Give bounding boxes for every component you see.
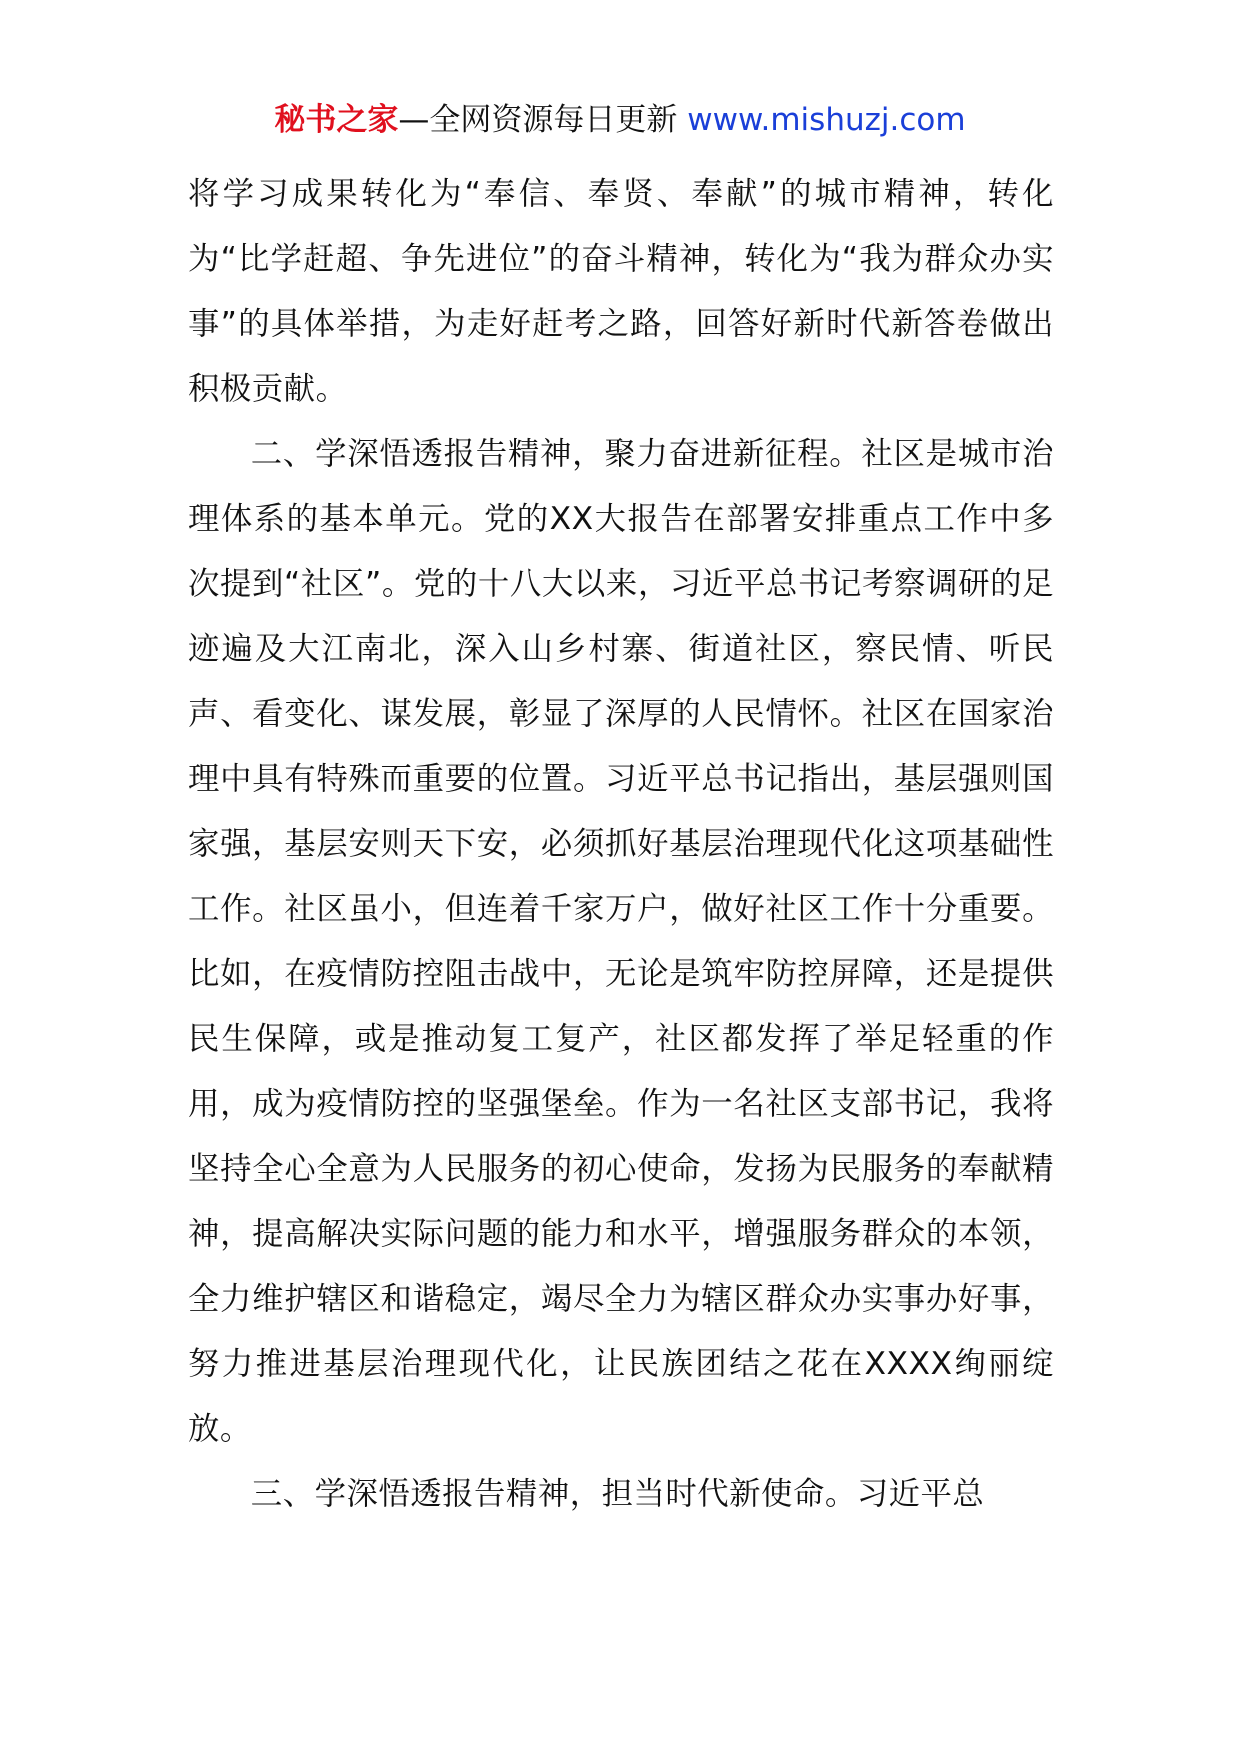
header-url-link[interactable]: www.mishuzj.com: [687, 102, 966, 138]
paragraph-2: 二、学深悟透报告精神，聚力奋进新征程。社区是城市治理体系的基本单元。党的XX大报告在部署安排重点工作中多次提到“社区”。党的十八大以来，习近平总书记考察调研的足迹遍及大江南北，深入山乡村寨、街道社区，察民情、听民声、看变化、谋发展，彰显了深厚的人民情怀。社区在国家治理中具有特殊而重要的位置。习近平总书记指出，基层强则国家强，基层安则天下安，必须抓好基层治理现代化这项基础性工作。社区虽小，但连着千家万户，做好社区工作十分重要。比如，在疫情防控阻击战中，无论是筑牢防控屏障，还是提供民生保障，或是推动复工复产，社区都发挥了举足轻重的作用，成为疫情防控的坚强堡垒。作为一名社区支部书记，我将坚持全心全意为人民服务的初心使命，发扬为民服务的奉献精神，提高解决实际问题的能力和水平，增强服务群众的本领，全力维护辖区和谐稳定，竭尽全力为辖区群众办实事办好事，努力推进基层治理现代化，让民族团结之花在XXXX绚丽绽放。: [188, 436, 1054, 1447]
paragraph-3: 三、学深悟透报告精神，担当时代新使命。习近平总: [250, 1476, 985, 1512]
header-tagline: —全网资源每日更新: [398, 102, 688, 138]
page-header: [0, 100, 1240, 140]
header-brand: 秘书之家: [274, 102, 399, 138]
document-body: [188, 162, 1054, 1527]
paragraph-1: 将学习成果转化为“奉信、奉贤、奉献”的城市精神，转化为“比学赶超、争先进位”的奋斗精神，转化为“我为群众办实事”的具体举措，为走好赶考之路，回答好新时代新答卷做出积极贡献。: [188, 176, 1054, 407]
